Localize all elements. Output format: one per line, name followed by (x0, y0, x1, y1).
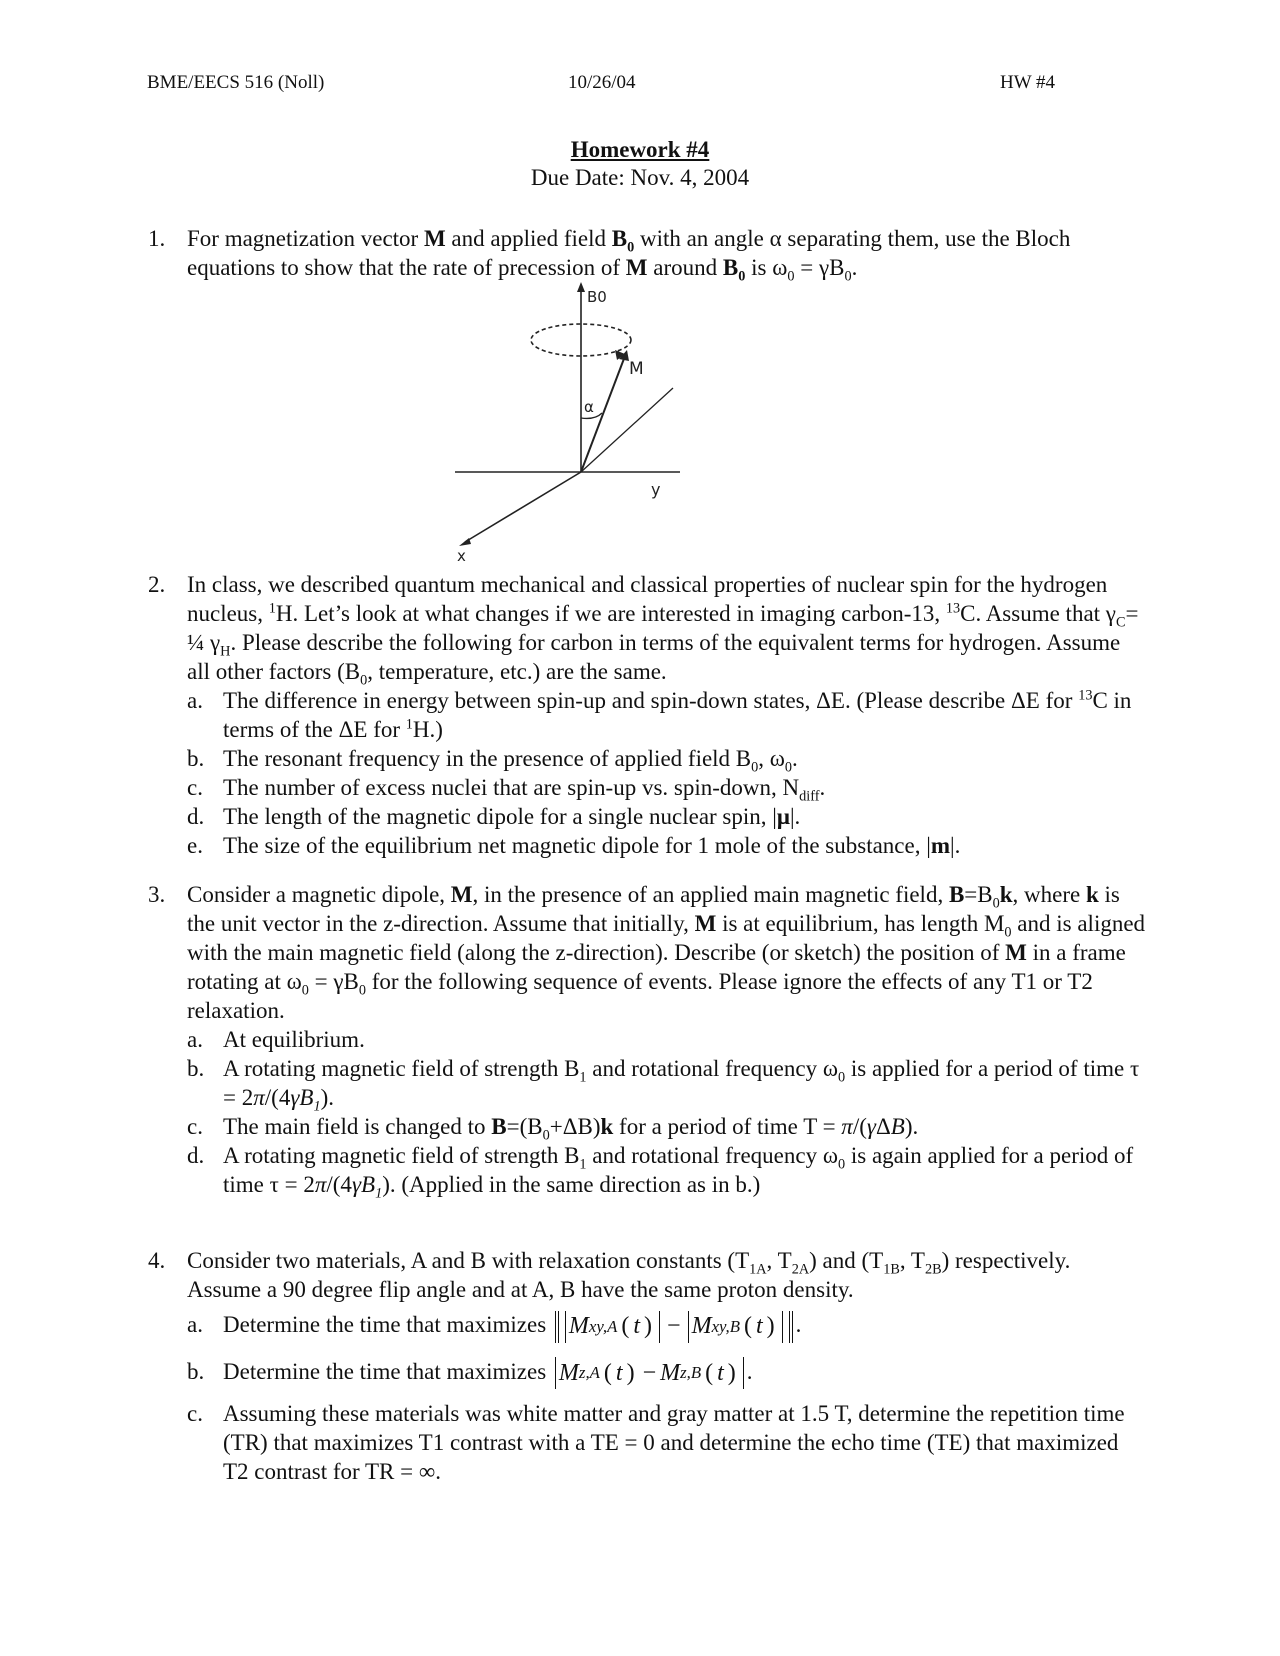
question-text: Consider two materials, A and B with relaxation constants ($T_{1A}$, $T_{2A}$) and ($T_{1B}$, $T_{2B}$) respectively. Assume a 90 degree flip angle and at A, B have the same proton density. (187, 1248, 1071, 1302)
question-number: 1. (148, 226, 166, 251)
question-text: In class, we described quantum mechanical and classical properties of nuclear spin for the hydrogen nucleus, $^1$H. Let’s look at what changes if we are interested in imaging carbon-13, $^{13}$C. Assume that $\gamma_C=$ ¼ $\gamma_H$. Please describe the following for carbon in terms of the equivalent terms for hydrogen. Assume all other factors ($B_0$, temperature, etc.) are the same. (187, 572, 1139, 689)
header-date: 10/26/04 (568, 72, 636, 93)
due-date: Due Date: Nov. 4, 2004 (530, 165, 750, 190)
question-number: 3. (148, 882, 166, 907)
question-1 (148, 224, 1148, 285)
sub-item-c: c. The main field is changed to $B=(B_0+\Delta B)k$ for a period of time T = π/(γΔB). (187, 1114, 919, 1144)
question-number: 4. (148, 1248, 166, 1273)
sub-item-b: b. Determine the time that maximizes M z,A ( t ) − M z,B ( t ) . (187, 1357, 1148, 1390)
question-text: For magnetization vector M and applied field $B_0$ with an angle α separating them, use the Bloch equations to show that the rate of precession of M around $B_0$ is $\omega_0 = \gamma B_0$. (187, 226, 1071, 285)
question-3 (148, 880, 1148, 1202)
b0-arrowhead (577, 282, 585, 292)
question-text: Consider a magnetic dipole, M, in the presence of an applied main magnetic field, $B=B_0k$, where k is the unit vector in the z-direction. Assume that initially, M is at equilibrium, has length $M_0$ and is aligned with the main magnetic field (along the z-direction). Describe (or sketch) the position of M in a frame rotating at $\omega_0 = \gamma B_0$ for the following sequence of events. Please ignore the effects of any T1 or T2 relaxation. (187, 882, 1146, 1023)
formula-mxy: M xy,A ( t ) − M xy,B ( t ) (552, 1311, 796, 1343)
sub-item-a: a. At equilibrium. (187, 1027, 365, 1052)
m-label: M (629, 359, 644, 379)
formula-mz: M z,A ( t ) − M z,B ( t ) (552, 1357, 747, 1389)
b0-label: B0 (587, 288, 607, 306)
x-label: x (457, 547, 466, 565)
question-4 (148, 1246, 1148, 1486)
sub-item-a: a. The difference in energy between spin-up and spin-down states, ΔE. (Please describe ΔE for $^{13}$C in terms of the ΔE for $^1$H.) (187, 687, 1132, 742)
precession-diagram (455, 282, 795, 572)
title-block (0, 136, 1280, 192)
homework-title: Homework #4 (570, 137, 710, 162)
sub-item-d: d. A rotating magnetic field of strength $B_1$ and rotational frequency $\omega_0$ is again applied for a period of time $\tau = 2\pi/(4\gamma B_1)$. (Applied in the same direction as in b.) (187, 1143, 1134, 1202)
question-number: 2. (148, 572, 166, 597)
y-label: y (651, 480, 661, 499)
diagonal-line (581, 388, 673, 472)
x-arrowhead (459, 538, 471, 546)
sub-item-c: c. Assuming these materials was white matter and gray matter at 1.5 T, determine the repetition time (TR) that maximizes T1 contrast with a TE = 0 and determine the echo time (TE) that maximized T2 contrast for TR = ∞. (187, 1401, 1125, 1485)
sub-item-d: d. The length of the magnetic dipole for a single nuclear spin, |μ|. (187, 804, 801, 829)
sub-item-a: a. Determine the time that maximizes M xy,A ( t ) − M xy,B ( t ) . (187, 1310, 1148, 1343)
alpha-label: α (584, 398, 594, 416)
sub-item-c: c. The number of excess nuclei that are spin-up vs. spin-down, $N_{diff}$. (187, 775, 826, 805)
x-axis (465, 472, 581, 542)
header-hw: HW #4 (1000, 72, 1056, 93)
question-2 (148, 570, 1148, 860)
sub-item-b: b. The resonant frequency in the presence of applied field $B_0$, $\omega_0$. (187, 746, 798, 776)
sub-item-b: b. A rotating magnetic field of strength $B_1$ and rotational frequency $\omega_0$ is applied for a period of time $\tau = 2\pi/(4\gamma B_1)$. (187, 1056, 1140, 1115)
header-course: BME/EECS 516 (Noll) (147, 72, 325, 93)
sub-item-e: e. The size of the equilibrium net magnetic dipole for 1 mole of the substance, |m|. (187, 833, 961, 858)
